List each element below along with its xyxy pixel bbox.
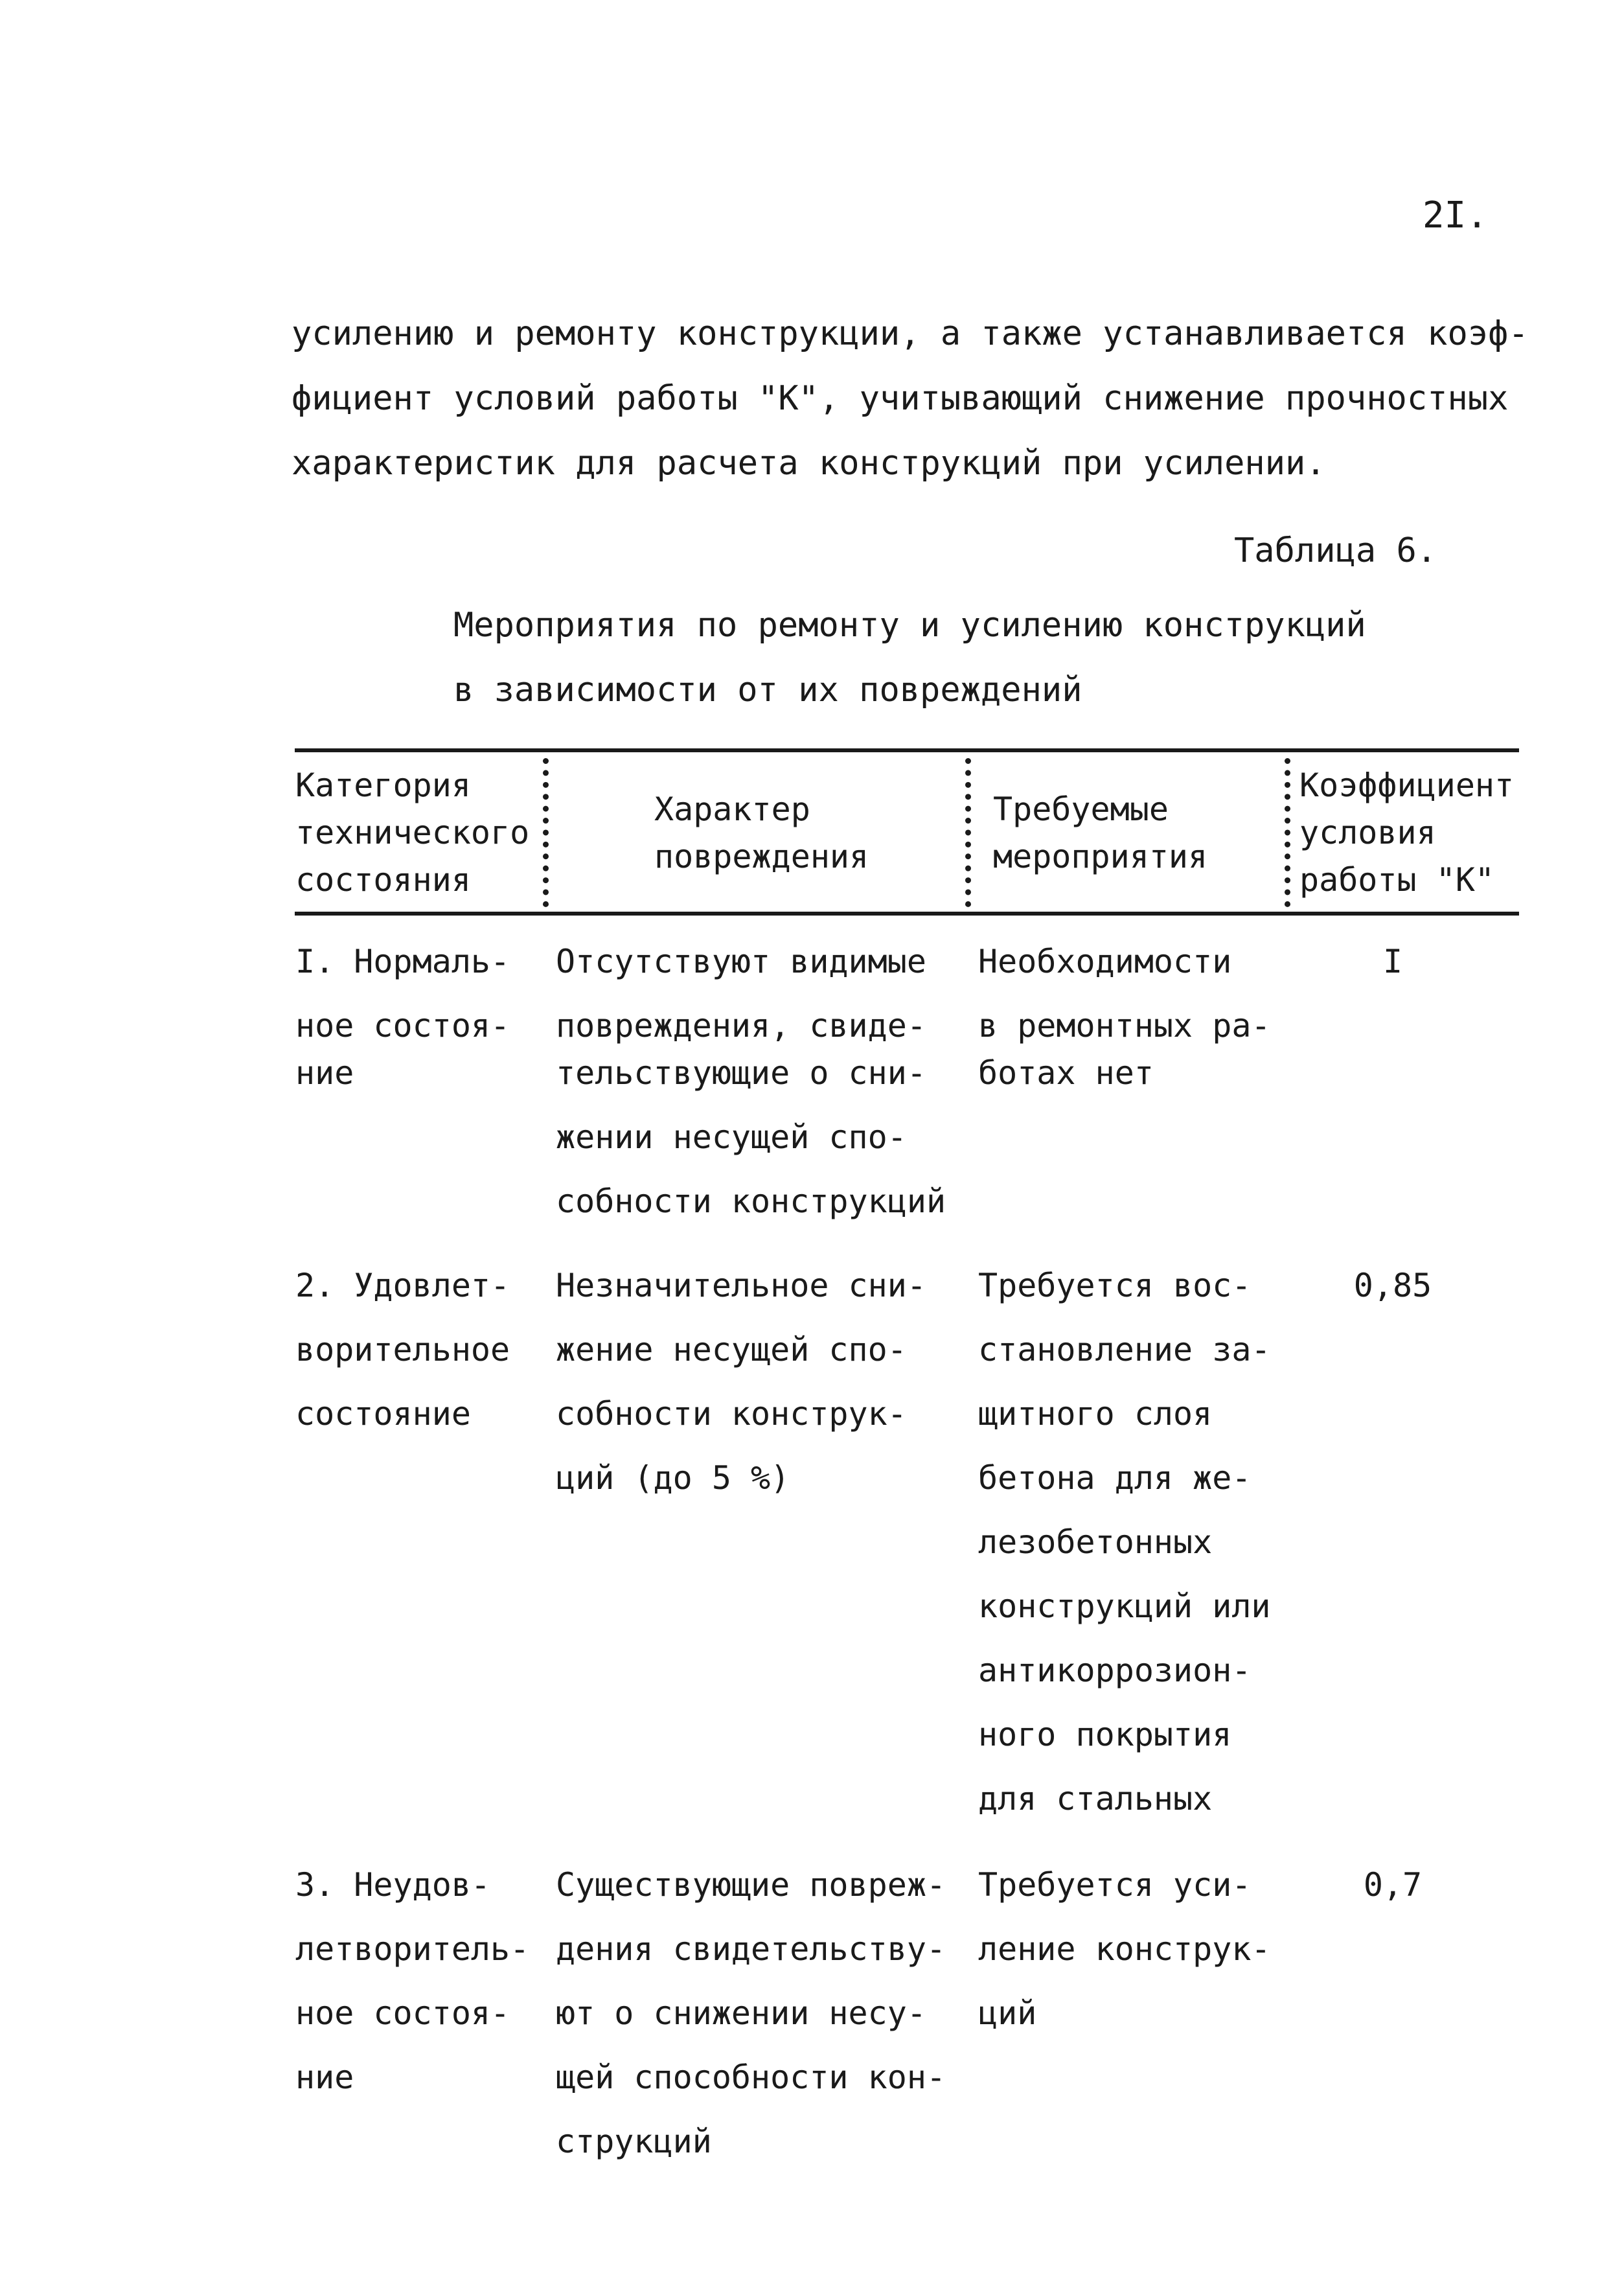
cell-line: щей способности кон- [556,2059,946,2096]
header-category [295,762,529,904]
cell-line: Требуется вос- [978,1267,1252,1304]
cell-line: становление за- [978,1331,1271,1368]
header-coefficient [1299,762,1514,904]
cell-line: ное состоя- [295,1007,510,1044]
cell-line: жение несущей спо- [556,1331,907,1368]
cell-line: собности конструк- [556,1395,907,1433]
table-row-3-damage [556,1853,946,2174]
column-separator [1285,758,1290,907]
table-row-1-category [295,930,510,1105]
header-measures [993,786,1207,881]
table-row-2-category [295,1254,510,1446]
header-line: Требуемые [993,790,1169,828]
cell-line: лезобетонных [978,1523,1213,1561]
cell-line: Требуется уси- [978,1866,1252,1904]
header-line: мероприятия [993,838,1208,875]
cell-line: Существующие повреж- [556,1866,946,1904]
cell-line: ного покрытия [978,1716,1232,1753]
cell-line: ботах нет [978,1054,1154,1092]
intro-line: усилению и ремонту конструкции, а также устанавливается коэф- [292,314,1529,353]
header-line: условия [1299,814,1436,851]
caption-line: в зависимости от их повреждений [453,671,1082,709]
table-row-3-category [295,1853,529,2110]
intro-paragraph [292,301,1529,496]
table-row-1-measures [978,930,1271,1105]
cell-line: Отсутствуют видимые [556,943,926,980]
table-row-1-damage [556,930,946,1234]
cell-line: жении несущей спо- [556,1118,907,1156]
header-line: Коэффициент [1299,767,1515,804]
cell-line: для стальных [978,1780,1213,1817]
table-row-3-measures [978,1853,1271,2046]
cell-line: конструкций или [978,1587,1271,1625]
column-separator [965,758,971,907]
cell-line: щитного слоя [978,1395,1213,1433]
cell-line: 2. Удовлет- [295,1267,510,1304]
cell-line: собности конструкций [556,1182,946,1220]
cell-line: состояние [295,1395,471,1433]
intro-line: характеристик для расчета конструкций при усилении. [292,444,1326,483]
cell-line: антикоррозион- [978,1652,1252,1689]
table-top-rule [295,748,1519,752]
cell-line: тельствующие о сни- [556,1054,926,1092]
cell-line: бетона для же- [978,1459,1252,1497]
cell-line: ворительное [295,1331,510,1368]
header-line: повреждения [654,838,869,875]
header-line: работы "К" [1299,861,1495,899]
table-row-2-measures [978,1254,1271,1831]
cell-line: струкций [556,2123,712,2160]
table-caption [453,593,1366,722]
table-row-1-coefficient: I [1382,943,1403,980]
cell-line: ние [295,2059,354,2096]
header-line: Категория [295,767,471,804]
table-header-rule [295,912,1519,916]
caption-line: Мероприятия по ремонту и усилению конструкций [453,606,1366,645]
table-row-2-coefficient: 0,85 [1353,1267,1432,1304]
cell-line: повреждения, свиде- [556,1007,926,1044]
table-label: Таблица 6. [1234,531,1437,570]
header-line: Характер [654,790,810,828]
cell-line: I. Нормаль- [295,943,510,980]
header-line: состояния [295,861,471,899]
cell-line: в ремонтных ра- [978,1007,1271,1044]
page-number: 2I. [1422,194,1488,236]
cell-line: дения свидетельству- [556,1930,946,1968]
cell-line: летворитель- [295,1930,530,1968]
cell-line: ций (до 5 %) [556,1459,790,1497]
cell-line: Незначительное сни- [556,1267,926,1304]
table-row-3-coefficient: 0,7 [1363,1866,1423,1904]
cell-line: ций [978,1994,1037,2032]
intro-line: фициент условий работы "К", учитывающий снижение прочностных [292,379,1509,418]
cell-line: ние [295,1054,354,1092]
header-line: технического [295,814,530,851]
cell-line: Необходимости [978,943,1232,980]
cell-line: 3. Неудов- [295,1866,491,1904]
table-row-2-damage [556,1254,926,1510]
header-damage [654,786,869,881]
cell-line: ное состоя- [295,1994,510,2032]
cell-line: ление конструк- [978,1930,1271,1968]
cell-line: ют о снижении несу- [556,1994,926,2032]
column-separator [543,758,549,907]
